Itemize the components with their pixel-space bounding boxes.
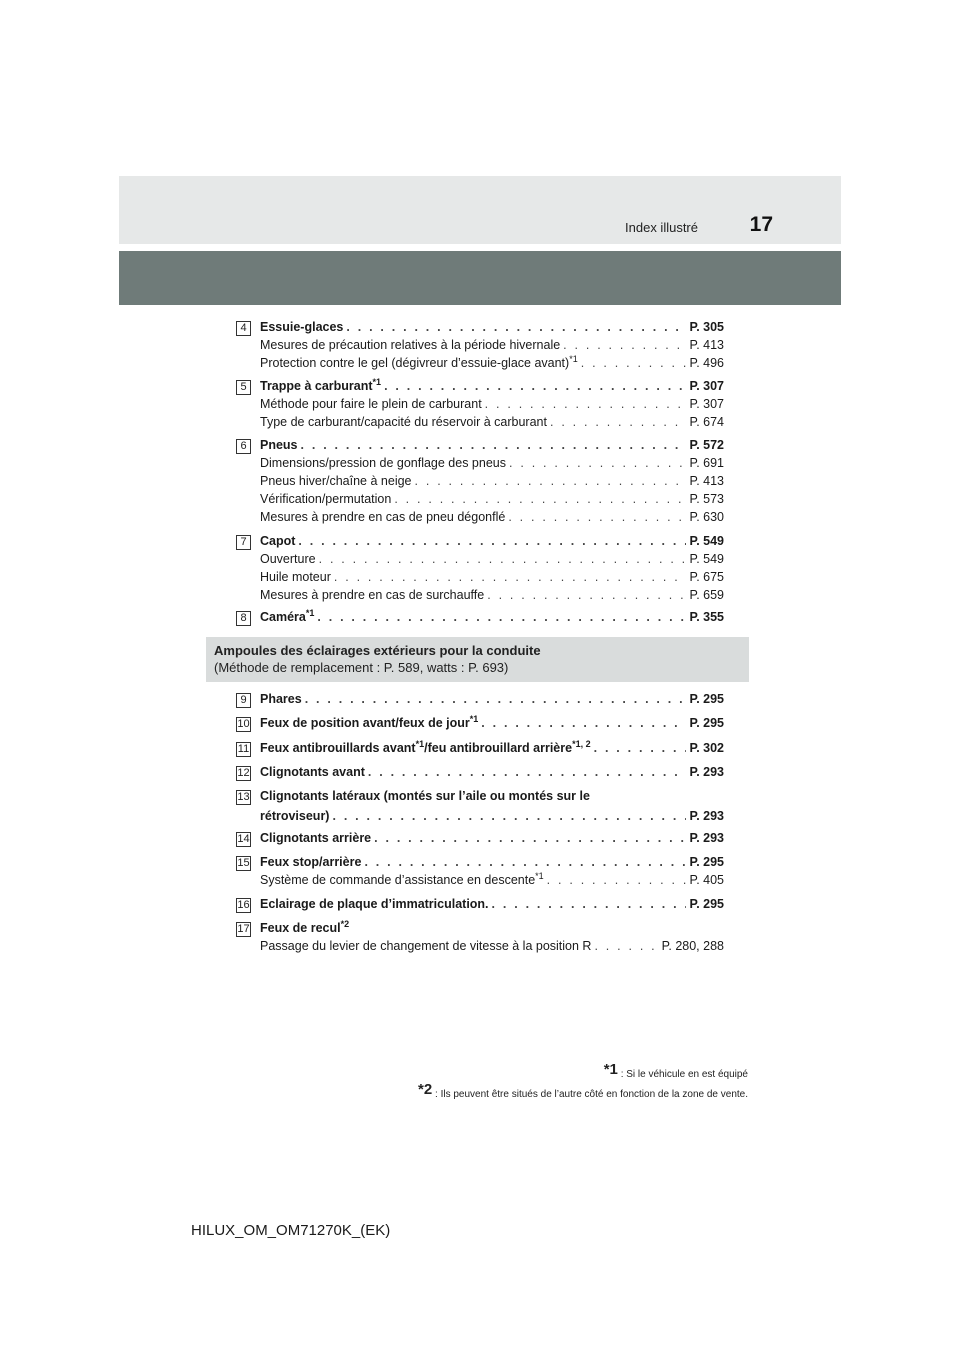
entry-label-text: Ouverture [260,552,316,566]
entry-label-text: Pneus [260,438,298,452]
entry-label-text: Vérification/permutation [260,492,392,506]
entry-sub-line[interactable] [260,570,724,588]
entry-label-text: Feux de position avant/feux de jour [260,716,470,730]
page-reference[interactable]: P. 413 [689,474,724,488]
entry-label-text: Caméra [260,610,306,624]
item-number-badge: 5 [236,380,251,395]
entry-label [260,320,343,334]
page-reference[interactable]: P. 293 [689,765,724,779]
entry-label [260,738,591,755]
footnote-ref: *2 [340,918,350,929]
item-number-badge: 6 [236,439,251,454]
entry-sub-line[interactable] [260,870,724,891]
dot-leader [317,610,686,624]
footnote-ref: *1 [535,870,544,881]
section-title: Index illustré [625,220,698,235]
page-reference[interactable]: P. 355 [689,610,724,624]
entry-label-text: Méthode pour faire le plein de carburant [260,397,482,411]
entry-label-text: Passage du levier de changement de vitesse à la position R [260,939,592,953]
entry-label [260,918,350,935]
dot-leader [481,716,686,730]
page-reference[interactable]: P. 295 [689,855,724,869]
dot-leader [319,552,687,566]
item-number-badge: 14 [237,833,250,845]
item-number-badge: 7 [236,535,251,550]
document-code: HILUX_OM_OM71270K_(EK) [191,1222,391,1239]
page-reference[interactable]: P. 413 [689,338,724,352]
dot-leader [492,897,687,911]
dot-leader [298,534,686,548]
dot-leader [394,492,686,506]
dot-leader [374,831,686,845]
entry-label-text: Clignotants arrière [260,831,372,845]
entry-label-text: Type de carburant/capacité du réservoir à carburant [260,415,547,429]
entry-label [260,713,479,730]
entry-main-line[interactable] [260,918,724,939]
item-number-badge: 16 [237,899,250,911]
entry-label [260,897,489,911]
entry-label-text: Feux antibrouillards avant [260,741,416,755]
entry-sub-line[interactable] [260,510,724,528]
entry-main-line[interactable] [260,320,724,338]
entry-label-text: Clignotants latéraux (montés sur l’aile ou montés sur le [260,789,590,803]
entry-label [260,492,391,506]
item-number-badge: 12 [237,767,250,779]
item-number-badge: 10 [237,718,250,730]
entry-main-line[interactable] [260,376,724,397]
entry-label-text: Clignotants avant [260,765,365,779]
entry-label [260,338,560,352]
dot-leader [550,415,687,429]
dot-leader [563,338,686,352]
page-reference[interactable]: P. 293 [689,809,724,823]
dot-leader [594,939,658,953]
entry-label [260,789,590,803]
entry-label [260,588,484,602]
footnote-ref: *1 [415,738,425,749]
entry-label-text: Mesures à prendre en cas de surchauffe [260,588,485,602]
dot-leader [368,765,687,779]
dot-leader [334,570,687,584]
footnote-ref: *1 [372,376,382,387]
page-reference[interactable]: P. 674 [689,415,724,429]
entry-label [260,607,315,624]
page-reference[interactable]: P. 295 [689,897,724,911]
entry-main-line[interactable] [260,438,724,456]
entry-sub-line[interactable] [260,338,724,356]
item-number-badge: 11 [237,743,250,755]
dot-leader [487,588,686,602]
page-reference[interactable]: P. 295 [689,692,724,706]
entry-label [260,831,371,845]
bulbs-section-band [206,637,749,682]
dot-leader [594,741,687,755]
entry-sub-line[interactable] [260,474,724,492]
entry-label-text: Pneus hiver/chaîne à neige [260,474,412,488]
entry-label [260,870,544,887]
footnote-text: : Ils peuvent être situés de l’autre côté en fonction de la zone de vente. [435,1089,748,1100]
dot-leader [508,510,686,524]
entry-label [260,474,412,488]
dot-leader [301,438,687,452]
page-reference[interactable]: P. 307 [689,397,724,411]
entry-main-line[interactable] [260,713,724,734]
entry-sub-line[interactable] [260,415,724,433]
entry-label-text: Phares [260,692,302,706]
entry-label-text: Dimensions/pression de gonflage des pneus [260,456,506,470]
dot-leader [364,855,686,869]
page-reference[interactable]: P. 630 [689,510,724,524]
entry-label-text: /feu antibrouillard arrière [424,741,573,755]
entry-label-text: Système de commande d’assistance en descente [260,873,536,887]
footnote-ref: *1 [569,353,578,364]
dot-leader [384,379,686,393]
page-reference[interactable]: P. 305 [689,320,724,334]
entry-sub-line[interactable] [260,397,724,415]
page-reference[interactable]: P. 302 [689,741,724,755]
entry-label [260,570,331,584]
entry-label-text: Protection contre le gel (dégivreur d’essuie-glace avant) [260,356,570,370]
entry-label [260,534,295,548]
entry-label [260,809,329,823]
entry-main-line[interactable] [260,789,724,807]
dot-leader [509,456,686,470]
footnote-ref: *1, 2 [572,738,591,749]
entry-label [260,376,382,393]
entry-main-line[interactable] [260,692,724,710]
entry-label [260,939,591,953]
dot-leader [332,809,686,823]
band-subtitle: (Méthode de remplacement : P. 589, watts : P. 693) [214,660,509,675]
page-reference[interactable]: P. 405 [689,873,724,887]
page-reference[interactable]: P. 675 [689,570,724,584]
page-reference[interactable]: P. 573 [689,492,724,506]
entry-label [260,510,505,524]
band-title: Ampoules des éclairages extérieurs pour la conduite [214,643,541,658]
item-number-badge: 8 [236,611,251,626]
dot-leader [346,320,686,334]
page-reference[interactable]: P. 496 [689,356,724,370]
entry-sub-line[interactable] [260,588,724,606]
entry-label-text: Trappe à carburant [260,379,373,393]
entry-label [260,855,361,869]
entry-main-line[interactable] [260,897,724,915]
entry-label [260,353,578,370]
entry-label [260,415,547,429]
dot-leader [581,356,687,370]
entry-label-text: Mesures à prendre en cas de pneu dégonflé [260,510,506,524]
footnote-text: : Si le véhicule en est équipé [620,1069,748,1080]
entry-label [260,438,298,452]
entry-sub-line[interactable] [260,353,724,374]
item-number-badge: 15 [237,857,250,869]
entry-label-text: Capot [260,534,296,548]
entry-main-line[interactable] [260,809,724,827]
entry-main-line[interactable] [260,607,724,628]
item-number-badge: 4 [236,321,251,336]
entry-sub-line[interactable] [260,492,724,510]
entry-main-line[interactable] [260,855,724,873]
entry-label [260,397,482,411]
entry-sub-line[interactable] [260,552,724,570]
entry-label-text: Mesures de précaution relatives à la période hivernale [260,338,561,352]
page-number: 17 [749,213,773,236]
entry-label-text: Feux de recul [260,921,341,935]
entry-label-text: Feux stop/arrière [260,855,362,869]
page-reference[interactable]: P. 549 [689,534,724,548]
footnote-1 [604,1061,748,1080]
footnote-ref: *1 [469,713,479,724]
entry-label [260,692,302,706]
page-reference[interactable]: P. 307 [689,379,724,393]
page-reference[interactable]: P. 293 [689,831,724,845]
entry-label-text: rétroviseur) [260,809,330,823]
page-reference[interactable]: P. 572 [689,438,724,452]
dot-leader [547,873,687,887]
dot-leader [485,397,687,411]
dot-leader [305,692,687,706]
page-reference[interactable]: P. 659 [689,588,724,602]
entry-label-text: Huile moteur [260,570,331,584]
footnote-mark: *2 [418,1081,433,1098]
entry-label [260,765,365,779]
item-number-badge: 9 [236,693,251,708]
item-number-badge: 17 [237,923,250,935]
entry-label [260,456,506,470]
footnote-ref: *1 [305,607,315,618]
entry-main-line[interactable] [260,738,724,759]
entry-label-text: Eclairage de plaque d’immatriculation. [260,897,489,911]
entry-main-line[interactable] [260,534,724,552]
page-reference[interactable]: P. 280, 288 [661,939,724,953]
page-reference[interactable]: P. 691 [689,456,724,470]
entry-main-line[interactable] [260,831,724,849]
dot-leader [415,474,687,488]
entry-sub-line[interactable] [260,456,724,474]
entry-main-line[interactable] [260,765,724,783]
entry-label [260,552,316,566]
entry-label-text: Essuie-glaces [260,320,344,334]
page-reference[interactable]: P. 549 [689,552,724,566]
page-reference[interactable]: P. 295 [689,716,724,730]
entry-sub-line[interactable] [260,939,724,957]
item-number-badge: 13 [237,791,250,803]
footnote-mark: *1 [603,1061,618,1078]
footnote-2 [418,1081,748,1100]
